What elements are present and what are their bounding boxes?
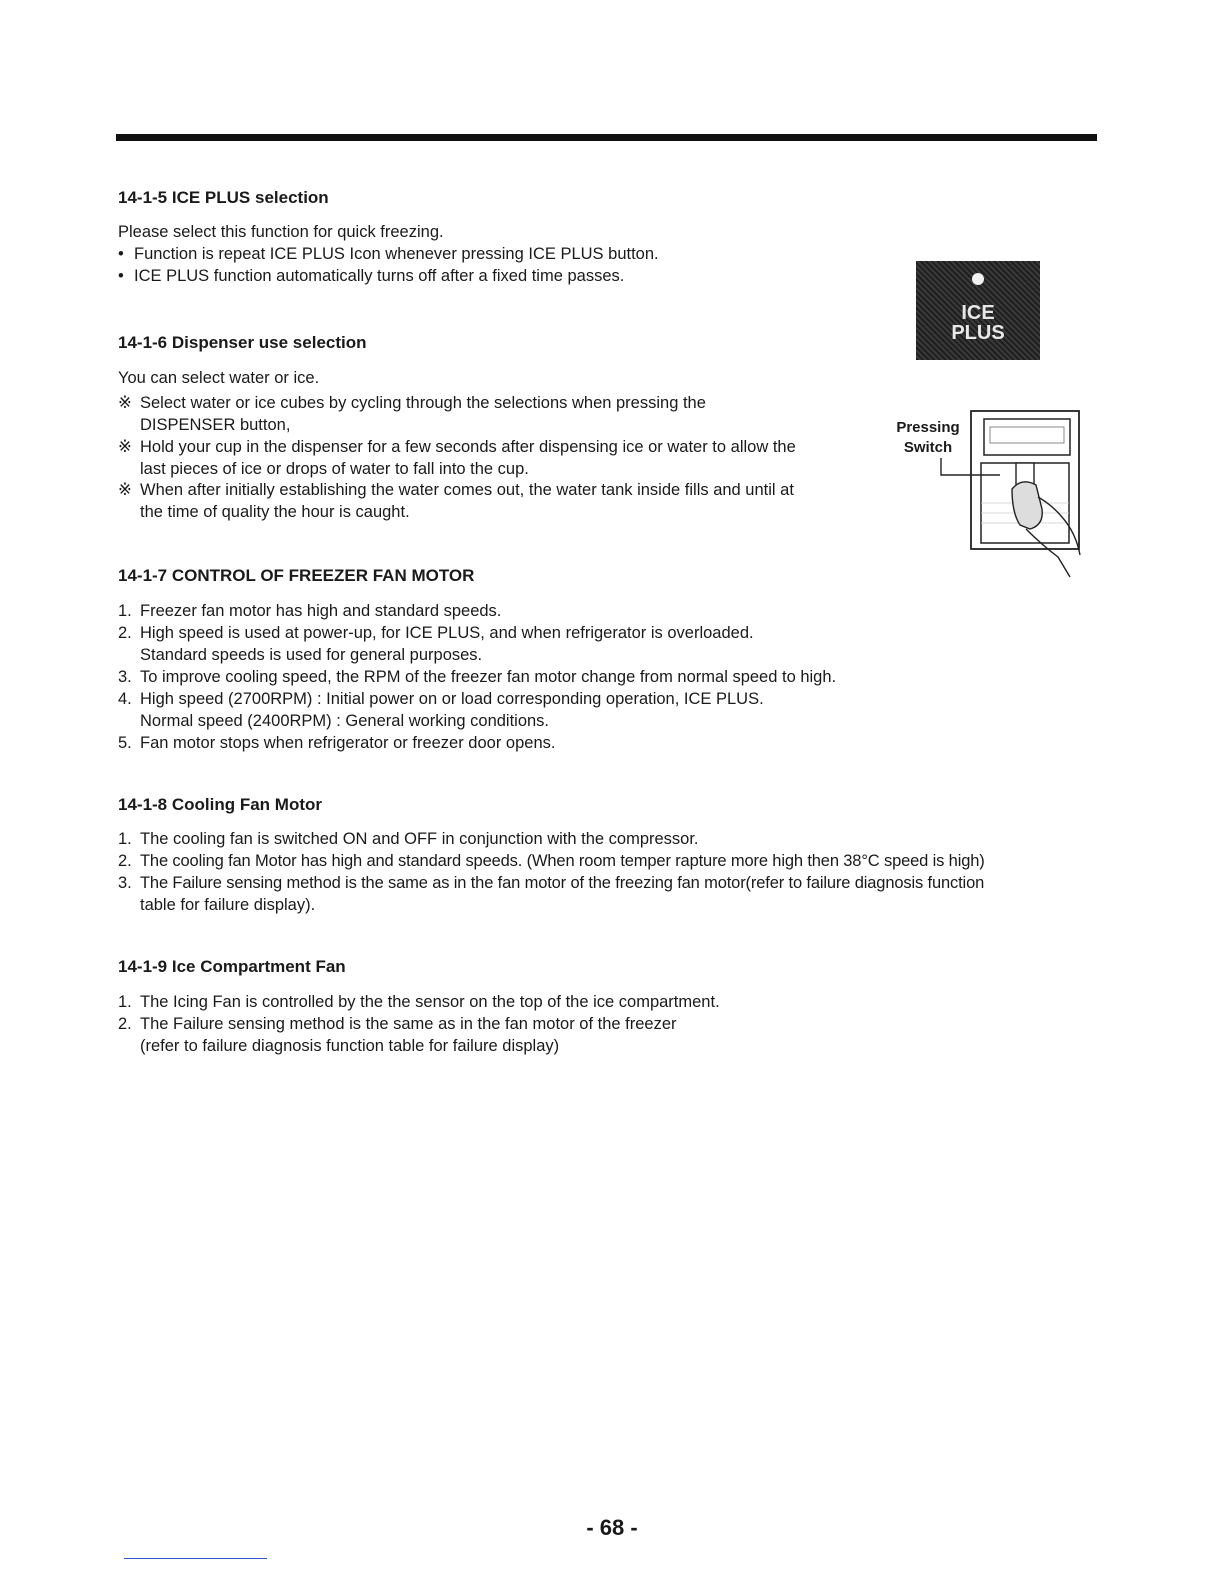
list-number: 2. [118,852,132,870]
note-marker: ※ [118,438,132,456]
ice-plus-figure-line1: ICE [961,302,995,324]
list-number: 3. [118,668,132,686]
dispenser-illustration [930,405,1090,585]
ice-fan-line-2: The Failure sensing method is the same as in the fan motor of the freezer [140,1015,677,1033]
dispenser-note-1b: DISPENSER button, [140,416,291,434]
list-number: 5. [118,734,132,752]
dispenser-note-1a: Select water or ice cubes by cycling through the selections when pressing the [140,394,706,412]
freezer-fan-line-4b: Normal speed (2400RPM) : General working conditions. [140,712,550,730]
list-number: 2. [118,1015,132,1033]
ice-plus-bullet-1: Function is repeat ICE PLUS Icon whenever pressing ICE PLUS button. [134,245,659,263]
heading-cooling-fan-motor: 14-1-8 Cooling Fan Motor [118,795,322,814]
dispenser-note-2a: Hold your cup in the dispenser for a few seconds after dispensing ice or water to allow the [140,438,796,456]
freezer-fan-line-2b: Standard speeds is used for general purposes. [140,646,483,664]
indicator-dot-icon [972,273,984,285]
freezer-fan-line-2: High speed is used at power-up, for ICE PLUS, and when refrigerator is overloaded. [140,624,754,642]
ice-plus-figure-line2: PLUS [951,322,1005,344]
page-number: - 68 - [586,1515,638,1540]
pressing-switch-label-line1: Pressing [896,419,960,436]
cooling-fan-line-2: The cooling fan Motor has high and standard speeds. (When room temper rapture more high then 38°C speed is high) [140,852,985,870]
bullet-marker: • [118,267,124,285]
heading-control-freezer-fan-motor: 14-1-7 CONTROL OF FREEZER FAN MOTOR [118,566,475,585]
note-marker: ※ [118,481,132,499]
dispenser-display [990,427,1064,443]
cooling-fan-line-1: The cooling fan is switched ON and OFF in conjunction with the compressor. [140,830,699,848]
cup-icon [1012,482,1042,529]
list-number: 1. [118,830,132,848]
top-rule [116,134,1097,141]
ice-plus-button-figure [916,261,1040,360]
heading-dispenser-use-selection: 14-1-6 Dispenser use selection [118,333,367,352]
ice-plus-bullet-2: ICE PLUS function automatically turns off after a fixed time passes. [134,267,625,285]
freezer-fan-line-5: Fan motor stops when refrigerator or freezer door opens. [140,734,556,752]
freezer-fan-line-1: Freezer fan motor has high and standard speeds. [140,602,502,620]
ice-plus-intro: Please select this function for quick freezing. [118,223,444,241]
cooling-fan-line-3b: table for failure display). [140,896,316,914]
footer-link-underline [124,1558,267,1559]
pressing-switch-label-line2: Switch [903,439,953,456]
dispenser-note-3b: the time of quality the hour is caught. [140,503,410,521]
heading-ice-plus-selection: 14-1-5 ICE PLUS selection [118,188,329,207]
list-number: 3. [118,874,132,892]
list-number: 4. [118,690,132,708]
ice-fan-line-1: The Icing Fan is controlled by the the sensor on the top of the ice compartment. [140,993,720,1011]
dispenser-intro: You can select water or ice. [118,369,320,387]
dispenser-note-3a: When after initially establishing the water comes out, the water tank inside fills and until at [140,481,794,499]
bullet-marker: • [118,245,124,263]
heading-ice-compartment-fan: 14-1-9 Ice Compartment Fan [118,957,346,976]
dispenser-note-2b: last pieces of ice or drops of water to fall into the cup. [140,460,529,478]
note-marker: ※ [118,394,132,412]
freezer-fan-line-3: To improve cooling speed, the RPM of the freezer fan motor change from normal speed to high. [140,668,837,686]
list-number: 2. [118,624,132,642]
ice-fan-line-2b: (refer to failure diagnosis function table for failure display) [140,1037,560,1055]
list-number: 1. [118,602,132,620]
freezer-fan-line-4: High speed (2700RPM) : Initial power on or load corresponding operation, ICE PLUS. [140,690,764,708]
cooling-fan-line-3: The Failure sensing method is the same as in the fan motor of the freezing fan motor(refer to failure diagnosis function [140,874,985,892]
dispenser-display-frame [984,419,1070,455]
list-number: 1. [118,993,132,1011]
